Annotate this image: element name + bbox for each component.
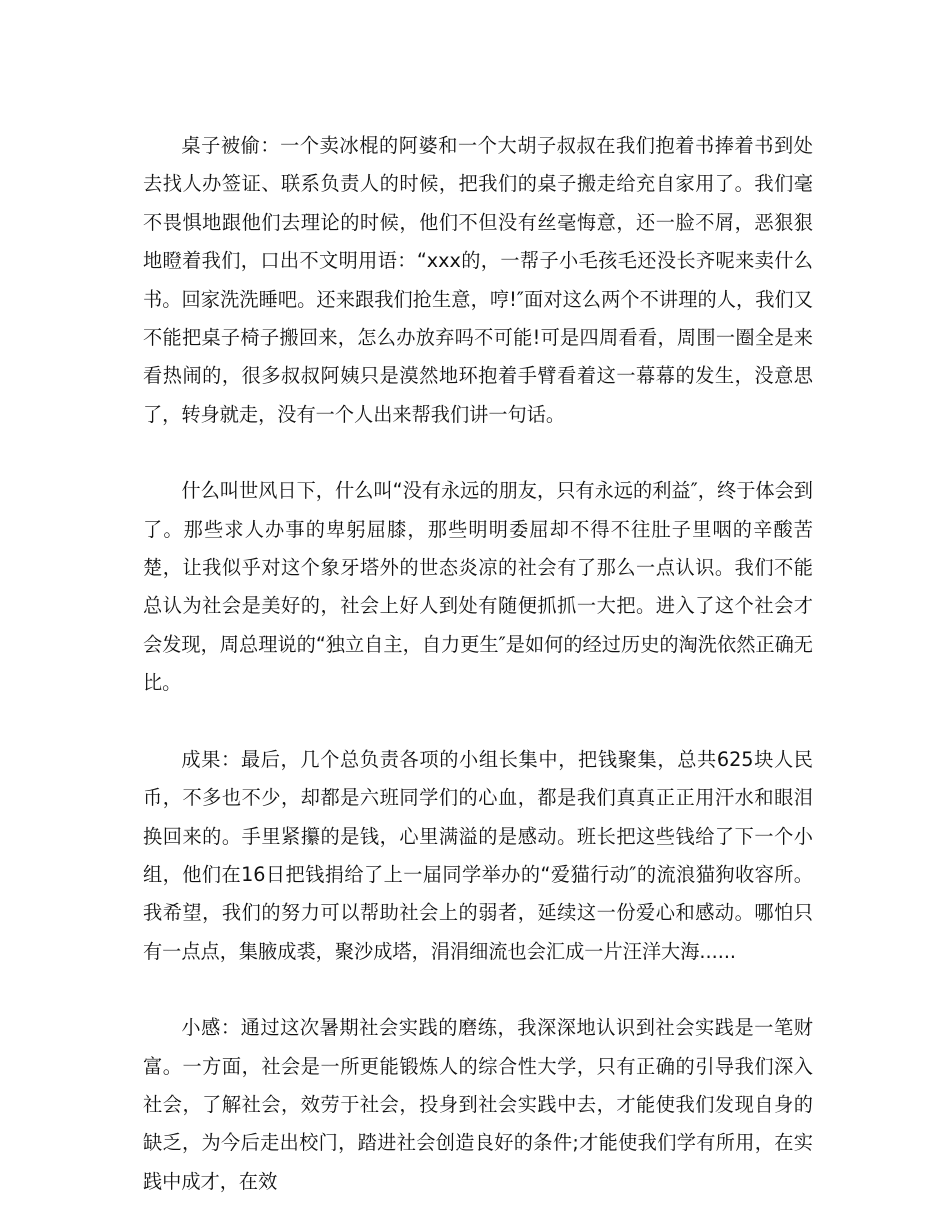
paragraph-feelings: 小感：通过这次暑期社会实践的磨练，我深深地认识到社会实践是一笔财富。一方面，社会是一所更能锻炼人的综合性大学，只有正确的引导我们深入社会，了解社会，效劳于社会，投身到社会实践中去，才能使我们发现自身的缺乏，为今后走出校门，踏进社会创造良好的条件;才能使我们学有所用，在实践中成才，在效 [143, 1016, 813, 1193]
paragraph-results: 成果：最后，几个总负责各项的小组长集中，把钱聚集，总共625块人民币，不多也不少，却都是六班同学们的心血，都是我们真真正正用汗水和眼泪换回来的。手里紧攥的是钱，心里满溢的是感动。班长把这些钱给了下一个小组，他们在16日把钱捐给了上一届同学举办的“爱猫行动″的流浪猫狗收容所。我希望，我们的努力可以帮助社会上的弱者，延续这一份爱心和感动。哪怕只有一点点，集腋成裘，聚沙成塔，涓涓细流也会汇成一片汪洋大海...... [143, 747, 813, 963]
paragraph-desk-stolen: 桌子被偷：一个卖冰棍的阿婆和一个大胡子叔叔在我们抱着书捧着书到处去找人办签证、联系负责人的时候，把我们的桌子搬走给充自家用了。我们毫不畏惧地跟他们去理论的时候，他们不但没有丝毫悔意，还一脸不屑，恶狠狠地瞪着我们，口出不文明用语：“xxx的，一帮子小毛孩毛还没长齐呢来卖什么书。回家洗洗睡吧。还来跟我们抢生意，哼!″面对这么两个不讲理的人，我们又不能把桌子椅子搬回来，怎么办放弃吗不可能!可是四周看看，周围一圈全是来看热闹的，很多叔叔阿姨只是漠然地环抱着手臂看着这一幕幕的发生，没意思了，转身就走，没有一个人出来帮我们讲一句话。 [143, 134, 813, 426]
paragraph-world-reflection: 什么叫世风日下，什么叫“没有永远的朋友，只有永远的利益″，终于体会到了。那些求人办事的卑躬屈膝，那些明明委屈却不得不往肚子里咽的辛酸苦楚，让我似乎对这个象牙塔外的世态炎凉的社会有了那么一点认识。我们不能总认为社会是美好的，社会上好人到处有随便抓抓一大把。进入了这个社会才会发现，周总理说的“独立自主，自力更生″是如何的经过历史的淘洗依然正确无比。 [143, 479, 813, 695]
document-body [143, 127, 813, 1201]
